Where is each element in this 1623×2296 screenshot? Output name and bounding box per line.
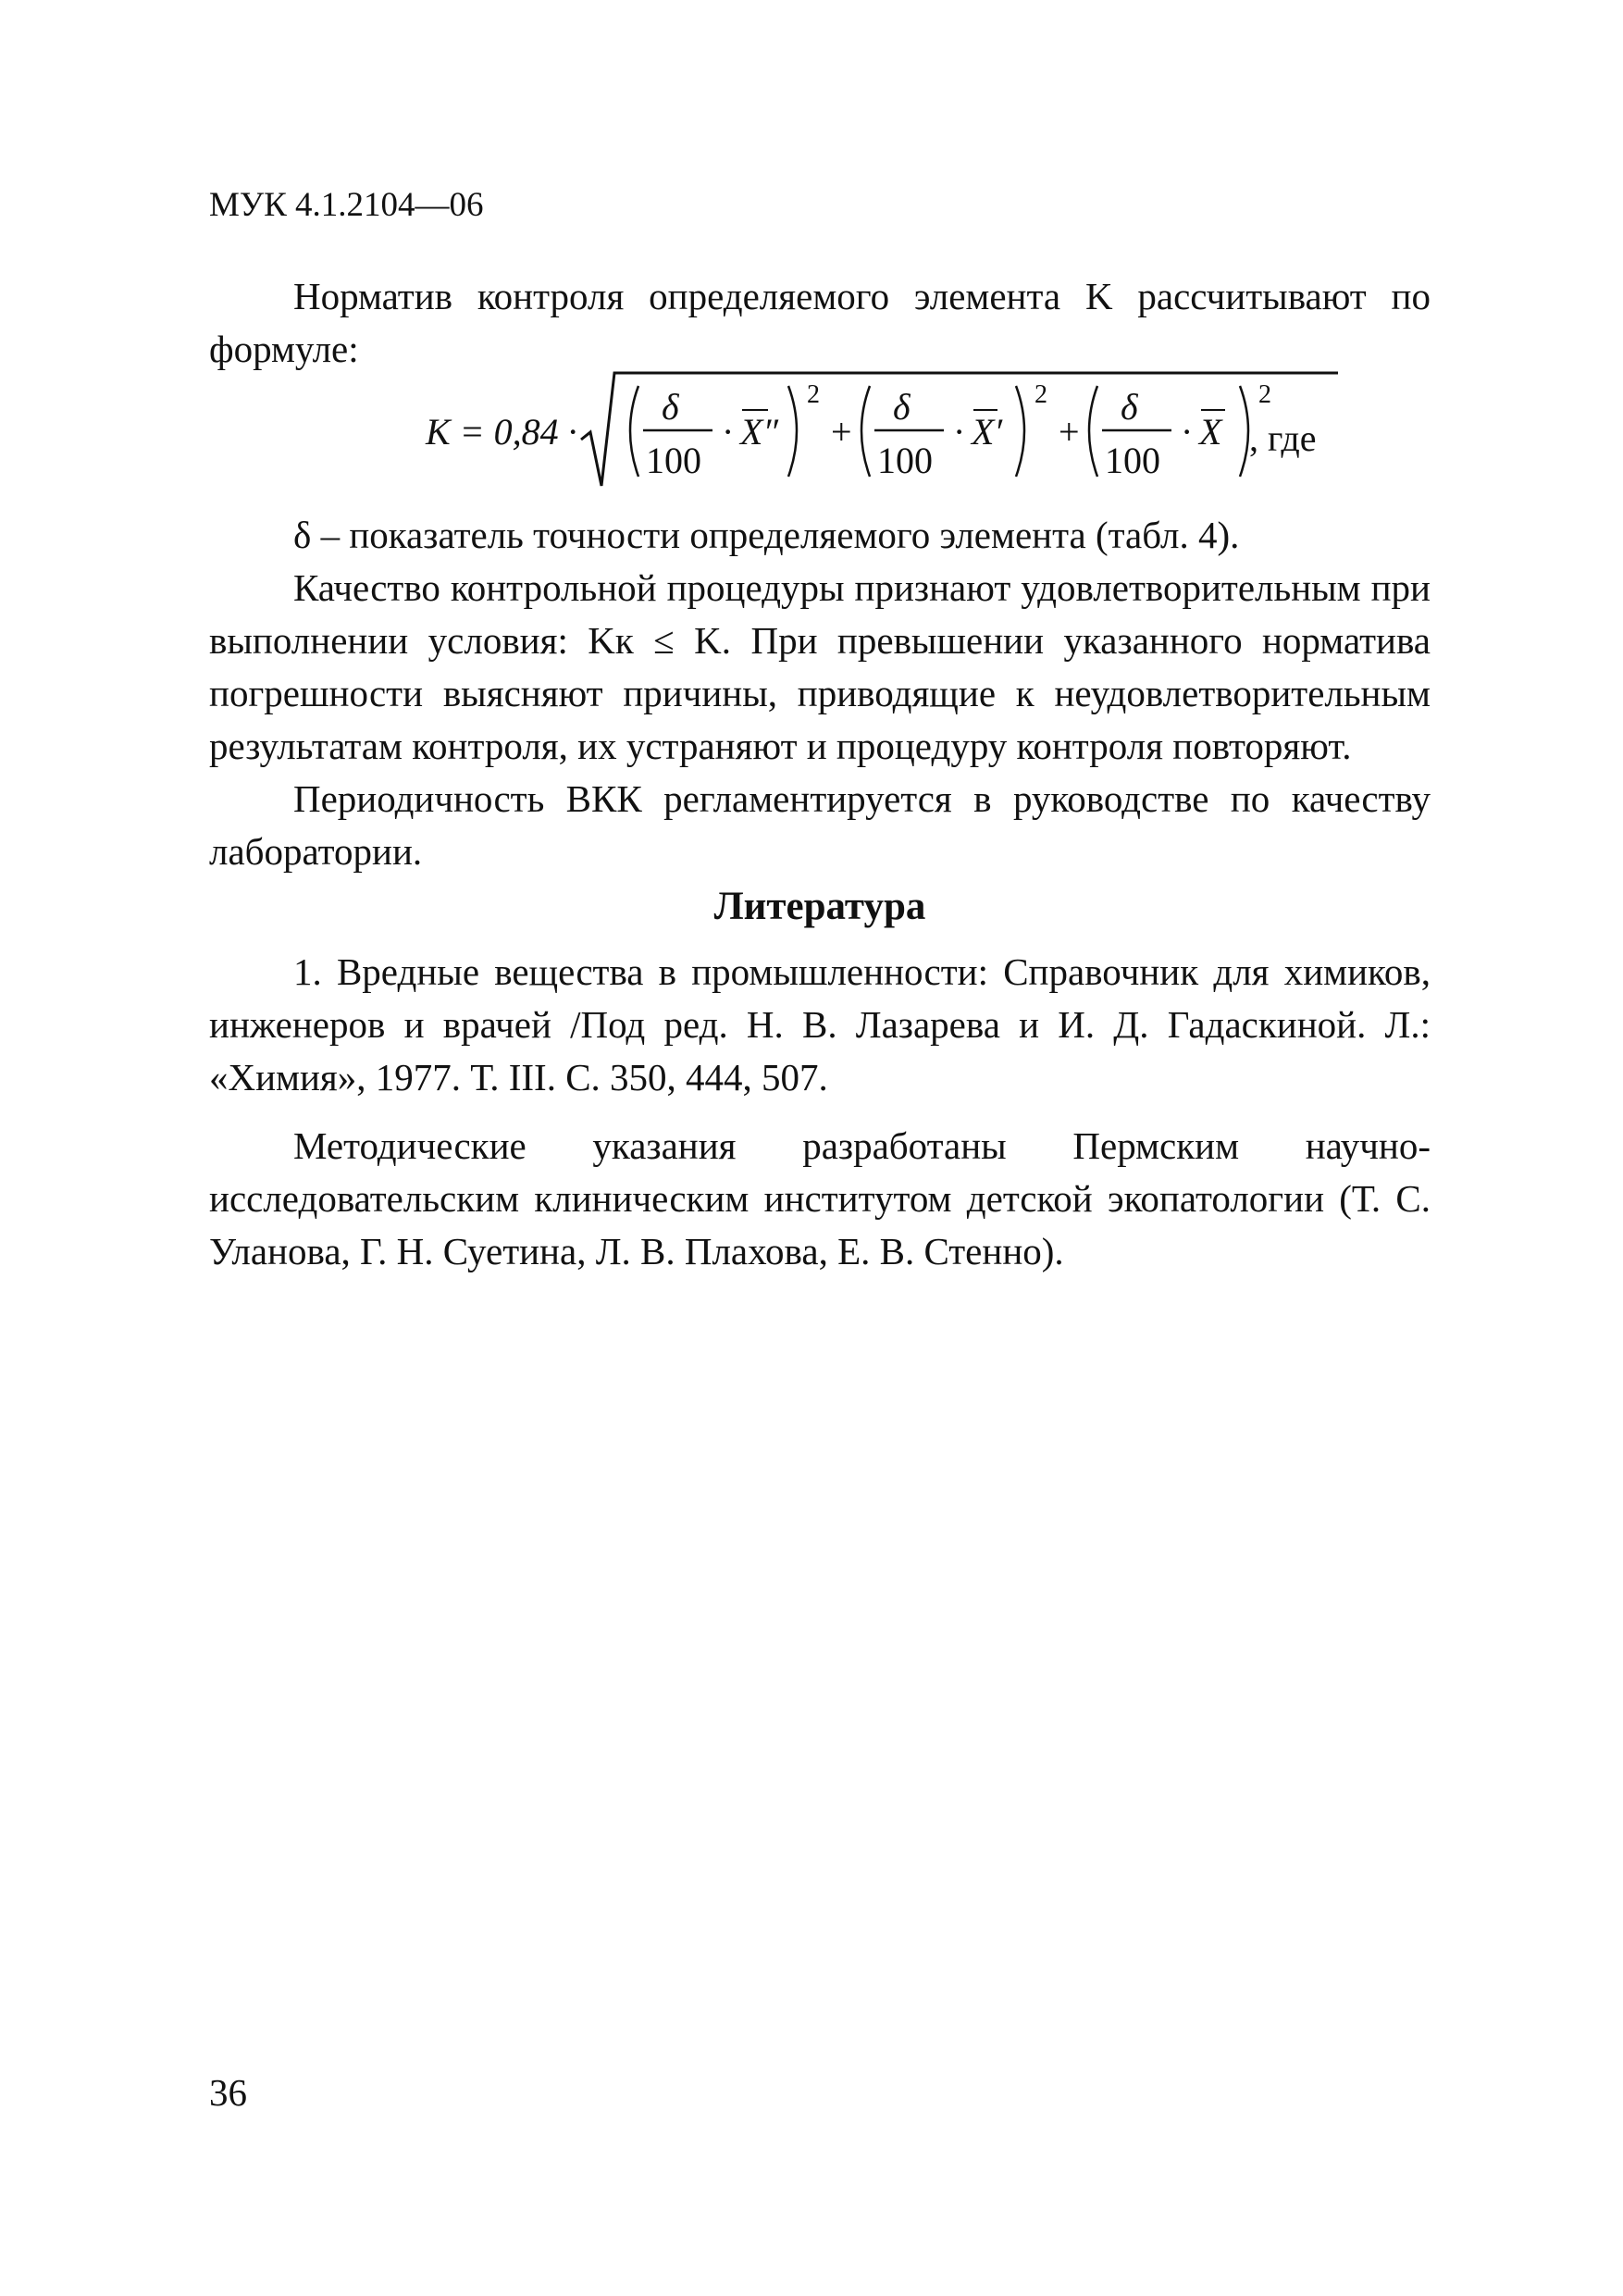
delta-3: δ xyxy=(1121,386,1138,428)
paren-left-1 xyxy=(630,386,638,477)
term-x: X xyxy=(1199,411,1222,453)
page-number: 36 xyxy=(209,2071,247,2114)
delta-1: δ xyxy=(662,386,679,428)
formula-svg xyxy=(416,356,1342,495)
exponent-2: 2 xyxy=(1035,380,1047,409)
paren-right-3 xyxy=(1240,386,1248,477)
formula-suffix: , где xyxy=(1249,417,1317,459)
formula xyxy=(416,356,1342,495)
denominator-3: 100 xyxy=(1105,440,1160,481)
literature-item: 1. Вредные вещества в промышленности: Справочник для химиков, инженеров и врачей /Под ред. Н. В. Лазарева и И. Д. Гадаскиной. Л.: «Химия», 1977. Т. III. С. 350, 444, 507. xyxy=(209,950,1431,1098)
literature-list xyxy=(209,946,1431,1104)
paren-left-3 xyxy=(1089,386,1097,477)
main-paragraphs xyxy=(209,509,1431,878)
denominator-1: 100 xyxy=(646,440,701,481)
dot-1: · xyxy=(722,411,735,453)
exponent-3: 2 xyxy=(1258,380,1271,409)
authors-text: Методические указания разработаны Пермским научно-исследовательским клиническим институтом детской экопатологии (Т. С. Уланова, Г. Н. Суетина, Л. В. Плахова, Е. В. Стенно). xyxy=(209,1124,1431,1272)
term-x-double-prime: X″ xyxy=(740,411,779,453)
literature-heading: Литература xyxy=(713,885,926,928)
authors-paragraph xyxy=(209,1120,1431,1278)
dot-2: · xyxy=(953,411,966,453)
periodicity-text: Периодичность ВКК регламентируется в руководстве по качеству лаборатории. xyxy=(209,777,1431,873)
document-code-header: МУК 4.1.2104—06 xyxy=(209,186,484,224)
intro-text: Норматив контроля определяемого элемента K рассчитывают по формуле: xyxy=(209,275,1431,370)
dot-3: · xyxy=(1181,411,1194,453)
formula-lhs: K = 0,84 · xyxy=(426,411,577,453)
paren-right-1 xyxy=(788,386,797,477)
definition-text: δ – показатель точности определяемого элемента (табл. 4). xyxy=(293,514,1240,556)
term-x-prime: X′ xyxy=(972,411,1003,453)
paren-left-2 xyxy=(861,386,870,477)
exponent-1: 2 xyxy=(807,380,820,409)
delta-2: δ xyxy=(893,386,911,428)
denominator-2: 100 xyxy=(877,440,933,481)
quality-text: Качество контрольной процедуры признают удовлетворительным при выполнении условия: Kк ≤ K. При превышении указанного норматива погрешности выясняют причины, приводящие к неудовлетворительным результатам контроля, их устраняют и процедуру контроля повторяют. xyxy=(209,566,1431,767)
plus-2: + xyxy=(1059,411,1080,453)
paren-right-2 xyxy=(1016,386,1024,477)
plus-1: + xyxy=(831,411,852,453)
